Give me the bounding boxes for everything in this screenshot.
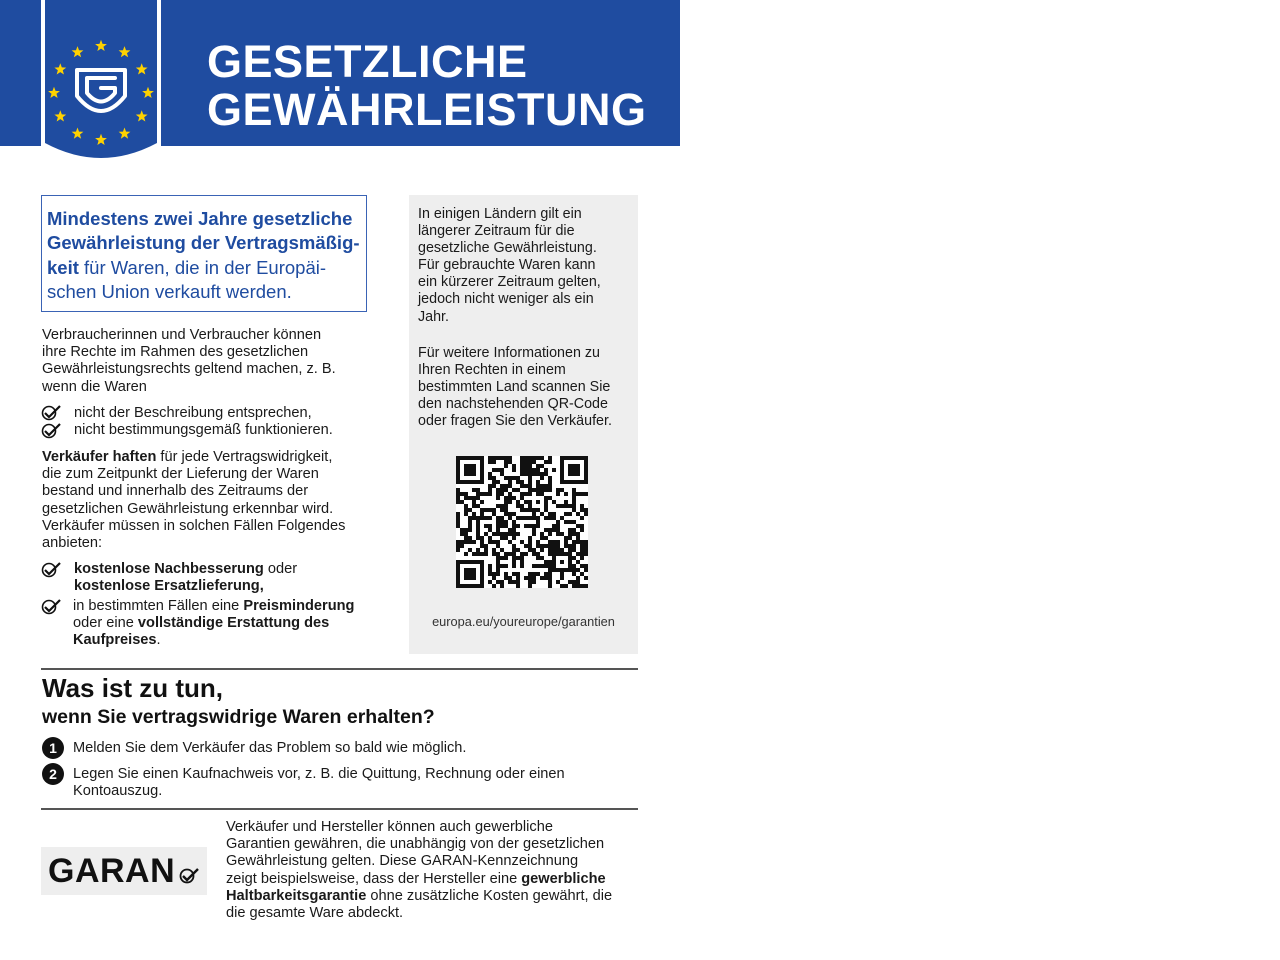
panel-p1-line-1: In einigen Ländern gilt ein [418, 206, 582, 222]
seller-line-5: Verkäufer müssen in solchen Fällen Folgendes [42, 517, 346, 534]
seller-line-6: anbieten: [42, 535, 103, 552]
seller-line-3: bestand und innerhalb des Zeitraums der [42, 483, 309, 500]
title-line-2: GEWÄHRLEISTUNG [207, 84, 647, 135]
step-2-badge: 2 [42, 763, 64, 785]
rights-line-3: Gewährleistungsrechts geltend machen, z. B. [42, 361, 336, 378]
garan-paragraph [226, 819, 612, 922]
seller-bold: Verkäufer haften [42, 449, 157, 465]
intro-bold-1: Mindestens zwei Jahre gesetzliche [47, 208, 353, 229]
rights-paragraph [42, 327, 336, 396]
remedy-1-bold: kostenlose Nachbesserung [74, 561, 264, 577]
title-line-1: GESETZLICHE [207, 36, 528, 87]
check-icon [179, 868, 199, 884]
qr-url-link[interactable]: europa.eu/youreurope/garantien [432, 614, 615, 629]
intro-box [41, 195, 367, 312]
rights-line-1: Verbraucherinnen und Verbraucher können [42, 327, 322, 343]
qr-code-icon[interactable] [456, 456, 588, 588]
page-title [207, 38, 647, 134]
garan-line-6: die gesamte Ware abdeckt. [226, 905, 404, 922]
panel-p2-line-5: oder fragen Sie den Verkäufer. [418, 413, 612, 430]
remedy-2-line3-rest: . [156, 632, 161, 649]
panel-p1-line-6: jedoch nicht weniger als ein [418, 291, 594, 308]
remedy-2-line3-bold: Kaufpreises [73, 632, 157, 649]
step-1-badge: 1 [42, 737, 64, 759]
eu-shield-g-icon [39, 0, 163, 170]
remedy-2-bold: Preisminderung [243, 598, 355, 614]
garan-line-4-bold: gewerbliche [521, 870, 606, 887]
step-2-line-2: Kontoauszug. [73, 783, 163, 800]
garan-line-2: Garantien gewähren, die unabhängig von der gesetzlichen [226, 836, 605, 853]
rights-item-1: nicht der Beschreibung entsprechen, [74, 405, 312, 421]
garan-line-3: Gewährleistung gelten. Diese GARAN-Kennzeichnung [226, 853, 579, 870]
divider [41, 808, 638, 810]
remedy-1-rest: oder [263, 561, 298, 577]
garan-logo: GARAN [48, 852, 176, 890]
divider [41, 668, 638, 670]
panel-p2-line-2: Ihren Rechten in einem [418, 362, 566, 379]
rights-line-4: wenn die Waren [42, 378, 147, 395]
garan-line-5-bold: Haltbarkeitsgarantie [226, 887, 367, 904]
seller-line-4: gesetzlichen Gewährleistung erkennbar wird. [42, 500, 334, 517]
seller-line-2: die zum Zeitpunkt der Lieferung der Waren [42, 466, 319, 483]
seller-paragraph [42, 449, 345, 552]
intro-bold-3: keit [47, 256, 79, 278]
intro-bold-2: Gewährleistung der Vertragsmäßig- [47, 232, 360, 254]
check-icon [41, 423, 61, 439]
garan-line-5-rest: ohne zusätzliche Kosten gewährt, die [366, 887, 613, 904]
panel-p1-line-2: längerer Zeitraum für die [418, 223, 575, 240]
remedy-2-pre: in bestimmten Fällen eine [73, 598, 244, 614]
remedy-item-1 [74, 561, 297, 595]
panel-p2-line-1: Für weitere Informationen zu [418, 345, 600, 361]
rights-item-2: nicht bestimmungsgemäß funktionieren. [74, 422, 333, 438]
panel-p1-line-7: Jahr. [418, 308, 449, 325]
panel-paragraph-1 [418, 206, 633, 326]
panel-p1-line-3: gesetzliche Gewährleistung. [418, 240, 597, 257]
remedy-1-bold-2: kostenlose Ersatzlieferung, [74, 578, 264, 595]
panel-paragraph-2 [418, 345, 633, 430]
check-icon [41, 405, 61, 421]
remedy-item-2 [73, 598, 354, 650]
seller-rest-1: für jede Vertragswidrigkeit, [156, 449, 333, 465]
intro-rest-3: für Waren, die in der Europäi- [78, 256, 327, 278]
intro-line-4: schen Union verkauft werden. [47, 280, 292, 302]
panel-p2-line-4: den nachstehenden QR-Code [418, 396, 608, 413]
step-2-line-1: Legen Sie einen Kaufnachweis vor, z. B. die Quittung, Rechnung oder einen [73, 766, 565, 782]
check-icon [41, 599, 61, 615]
remedy-2-line2-bold: vollständige Erstattung des [137, 615, 330, 632]
panel-p1-line-4: Für gebrauchte Waren kann [418, 257, 596, 274]
rights-line-2: ihre Rechte im Rahmen des gesetzlichen [42, 344, 309, 361]
check-icon [41, 562, 61, 578]
step-2-text [73, 766, 565, 800]
todo-subheading: wenn Sie vertragswidrige Waren erhalten? [42, 706, 435, 728]
garan-line-1: Verkäufer und Hersteller können auch gewerbliche [226, 819, 553, 835]
remedy-2-line2-pre: oder eine [73, 615, 138, 632]
panel-p1-line-5: ein kürzerer Zeitraum gelten, [418, 274, 601, 291]
step-1-text: Melden Sie dem Verkäufer das Problem so bald wie möglich. [73, 740, 467, 756]
todo-heading: Was ist zu tun, [42, 673, 224, 703]
garan-line-4-pre: zeigt beispielsweise, dass der Hersteller eine [226, 870, 522, 887]
panel-p2-line-3: bestimmten Land scannen Sie [418, 379, 611, 396]
